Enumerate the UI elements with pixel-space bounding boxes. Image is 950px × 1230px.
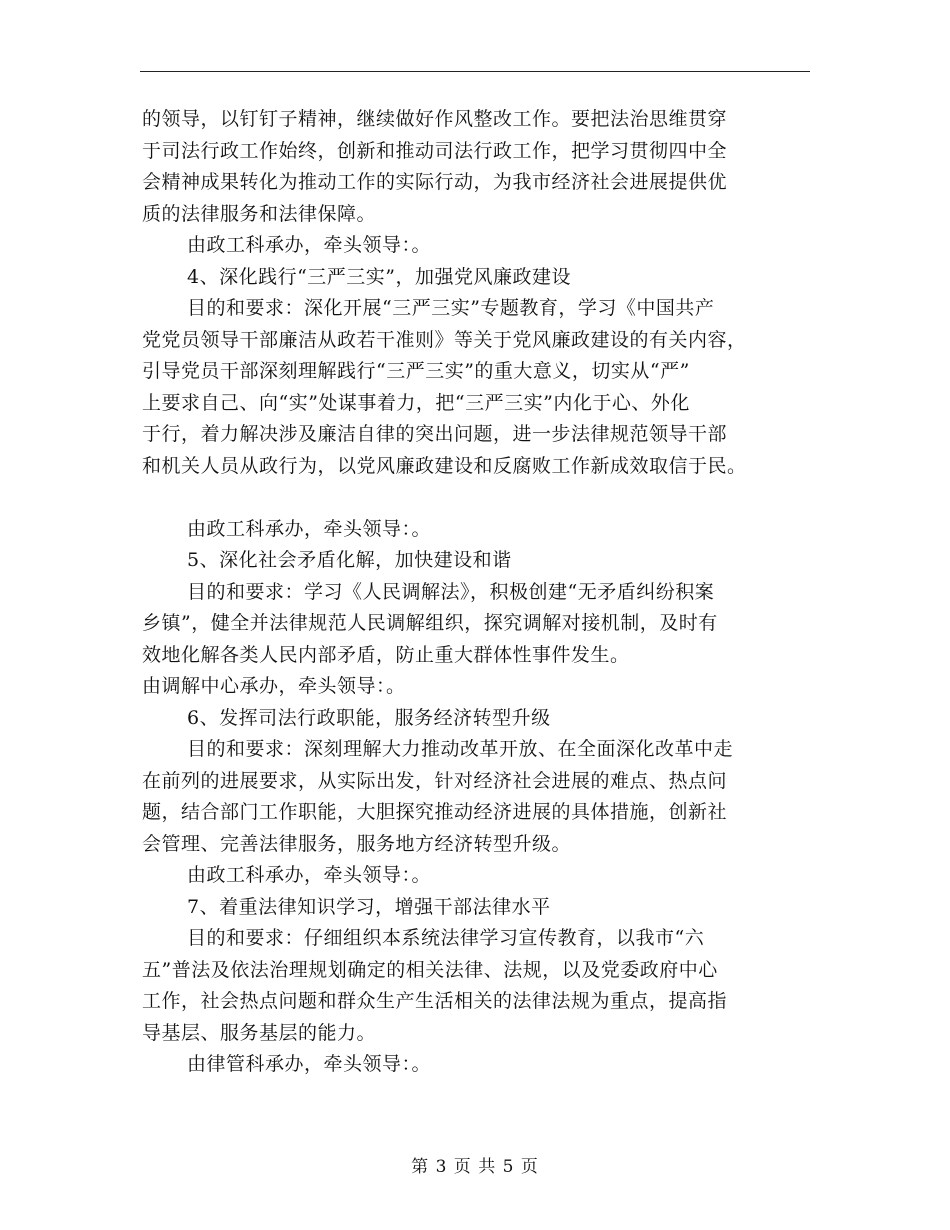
text-line: 由政工科承办，牵头领导：。 <box>187 517 432 540</box>
section-heading: 5、深化社会矛盾化解，加快建设和谐 <box>187 549 512 571</box>
text-line: 由律管科承办，牵头领导：。 <box>187 1053 432 1075</box>
text-line: 由政工科承办，牵头领导：。 <box>187 864 432 886</box>
header-rule <box>140 71 810 72</box>
text-line: 质的法律服务和法律保障。 <box>142 202 377 225</box>
text-line: 于司法行政工作始终，创新和推动司法行政工作，把学习贯彻四中全 <box>142 139 728 162</box>
page-footer: 第 3 页 共 5 页 <box>411 1157 539 1177</box>
text-line: 目的和要求：仔细组织本系统法律学习宣传教育，以我市“六 <box>187 927 705 949</box>
text-line: 目的和要求：深化开展“三严三实”专题教育，学习《中国共产 <box>187 297 715 319</box>
text-line: 目的和要求：学习《人民调解法》，积极创建“无矛盾纠纷积案 <box>187 580 715 603</box>
text-line: 由政工科承办，牵头领导：。 <box>187 234 432 256</box>
text-line: 和机关人员从政行为，以党风廉政建设和反腐败工作新成效取信于民。 <box>142 454 747 477</box>
text-line: 乡镇”，健全并法律规范人民调解组织，探究调解对接机制，及时有 <box>142 612 718 634</box>
text-line: 引导党员干部深刻理解践行“三严三实”的重大意义，切实从“严” <box>142 360 690 382</box>
text-line: 导基层、服务基层的能力。 <box>142 1021 377 1044</box>
text-line: 党党员领导干部廉洁从政若干准则》等关于党风廉政建设的有关内容， <box>142 328 747 351</box>
text-line: 目的和要求：深刻理解大力推动改革开放、在全面深化改革中走 <box>187 738 734 760</box>
text-line: 会管理、完善法律服务，服务地方经济转型升级。 <box>142 832 572 855</box>
text-line: 工作，社会热点问题和群众生产生活相关的法律法规为重点，提高指 <box>142 990 728 1012</box>
text-line: 由调解中心承办，牵头领导：。 <box>142 675 406 697</box>
text-line: 在前列的进展要求，从实际出发，针对经济社会进展的难点、热点问 <box>142 769 728 792</box>
section-heading: 4、深化践行“三严三实”，加强党风廉政建设 <box>187 265 572 288</box>
document-body <box>142 104 814 1081</box>
text-line: 于行，着力解决涉及廉洁自律的突出问题，进一步法律规范领导干部 <box>142 423 728 445</box>
text-line: 上要求自己、向“实”处谋事着力，把“三严三实”内化于心、外化 <box>142 391 690 414</box>
text-line: 题，结合部门工作职能，大胆探究推动经济进展的具体措施，创新社 <box>142 801 728 823</box>
section-heading: 6、发挥司法行政职能，服务经济转型升级 <box>187 706 551 729</box>
text-line: 会精神成果转化为推动工作的实际行动，为我市经济社会进展提供优 <box>142 171 728 193</box>
text-line: 效地化解各类人民内部矛盾，防止重大群体性事件发生。 <box>142 643 630 666</box>
section-heading: 7、着重法律知识学习，增强干部法律水平 <box>187 895 551 918</box>
text-line: 的领导，以钉钉子精神，继续做好作风整改工作。要把法治思维贯穿 <box>142 108 728 130</box>
text-line: 五”普法及依法治理规划确定的相关法律、法规，以及党委政府中心 <box>142 958 718 981</box>
blank-line <box>142 482 814 514</box>
